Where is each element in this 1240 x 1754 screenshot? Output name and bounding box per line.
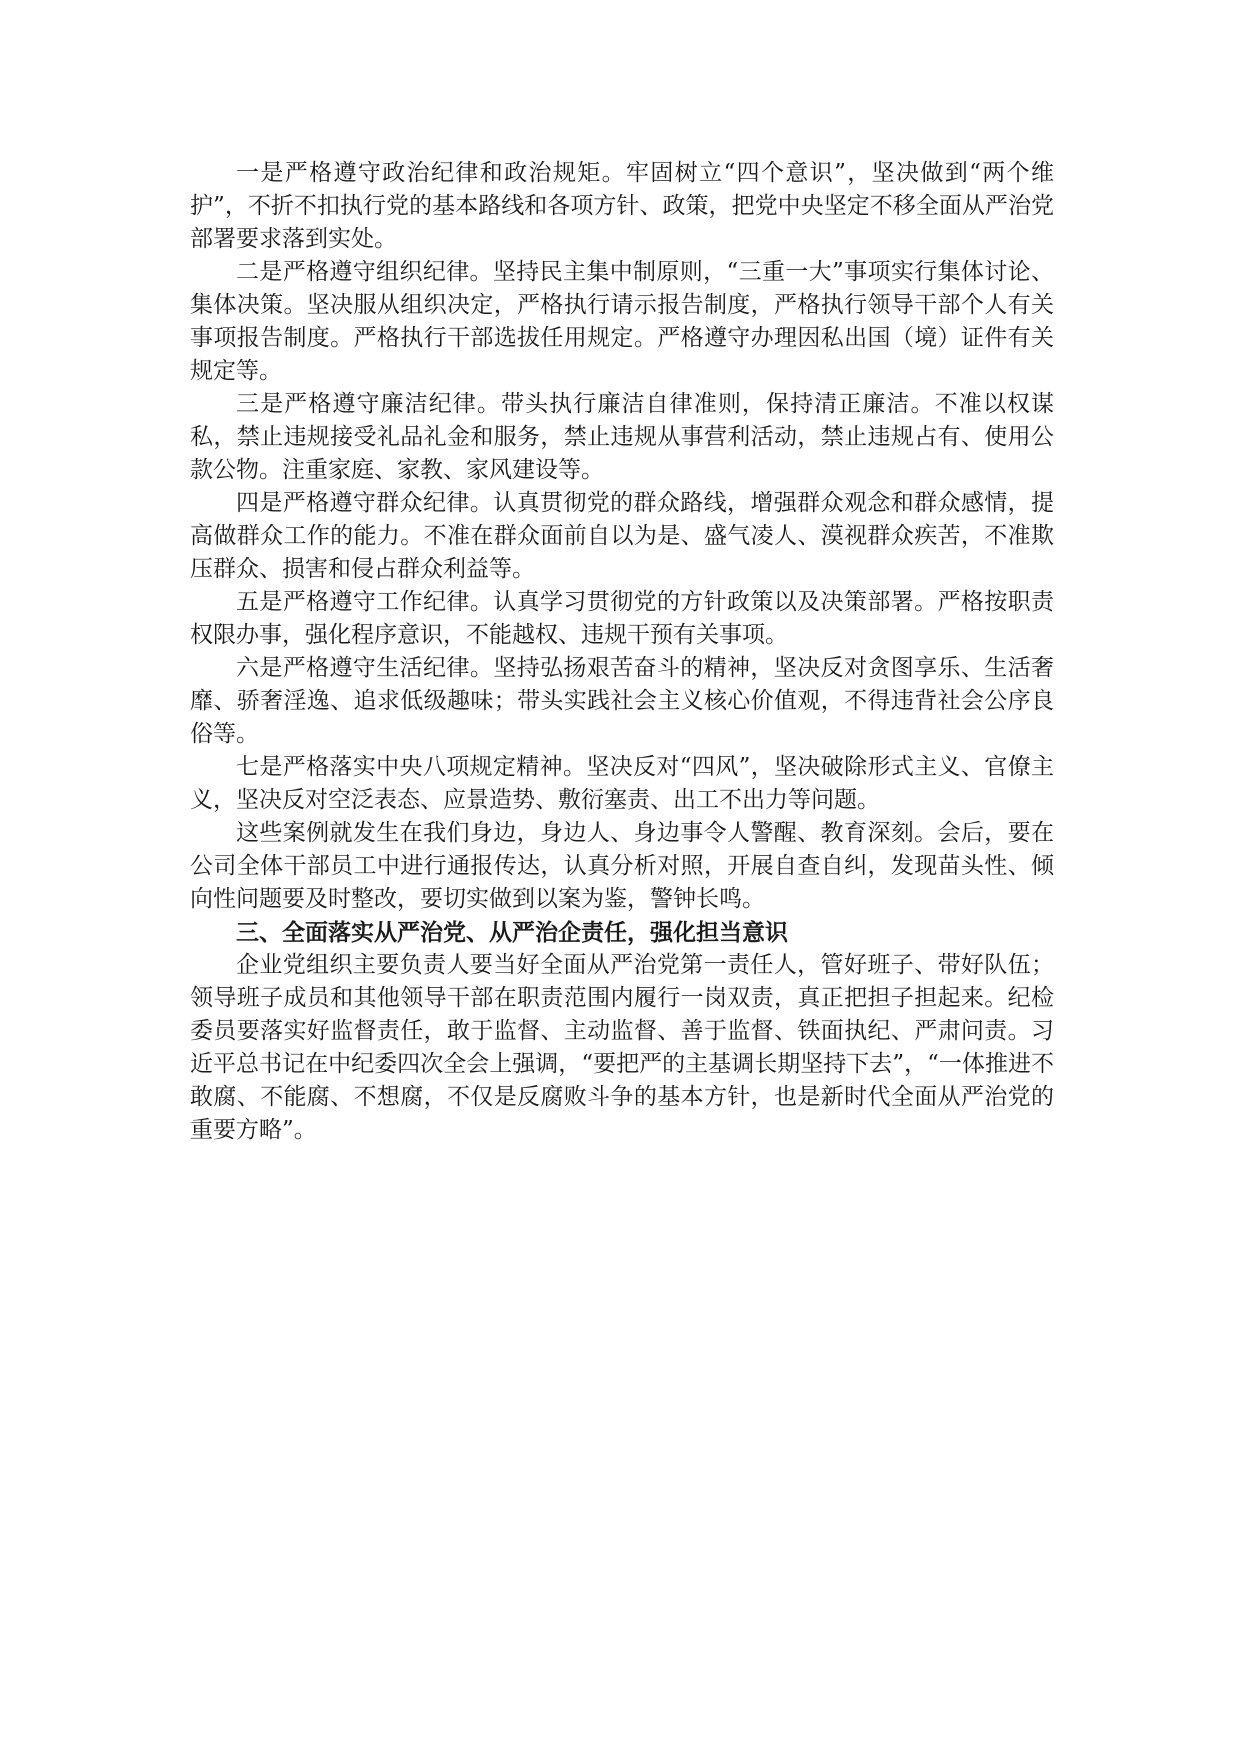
paragraph-political-discipline: 一是严格遵守政治纪律和政治规矩。牢固树立“四个意识”，坚决做到“两个维护”，不折不扣执行党的基本路线和各项方针、政策，把党中央坚定不移全面从严治党部署要求落到实处。 bbox=[190, 160, 1054, 252]
paragraph-organizational-discipline: 二是严格遵守组织纪律。坚持民主集中制原则，“三重一大”事项实行集体讨论、集体决策。坚决服从组织决定，严格执行请示报告制度，严格执行领导干部个人有关事项报告制度。严格执行干部选拔任用规定。严格遵守办理因私出国（境）证件有关规定等。 bbox=[190, 259, 1054, 384]
paragraph-life-discipline: 六是严格遵守生活纪律。坚持弘扬艰苦奋斗的精神，坚决反对贪图享乐、生活奢靡、骄奢淫逸、追求低级趣味；带头实践社会主义核心价值观，不得违背社会公序良俗等。 bbox=[190, 655, 1054, 747]
paragraph-integrity-discipline: 三是严格遵守廉洁纪律。带头执行廉洁自律准则，保持清正廉洁。不准以权谋私，禁止违规接受礼品礼金和服务，禁止违规从事营利活动，禁止违规占有、使用公款公物。注重家庭、家教、家风建设等。 bbox=[190, 391, 1054, 483]
section-heading: 三、全面落实从严治党、从严治企责任，强化担当意识 bbox=[236, 919, 788, 946]
paragraph-responsibility: 企业党组织主要负责人要当好全面从严治党第一责任人，管好班子、带好队伍；领导班子成员和其他领导干部在职责范围内履行一岗双责，真正把担子担起来。纪检委员要落实好监督责任，敢于监督、主动监督、善于监督、铁面执纪、严肃问责。习近平总书记在中纪委四次全会上强调，“要把严的主基调长期坚持下去”，“一体推进不敢腐、不能腐、不想腐，不仅是反腐败斗争的基本方针，也是新时代全面从严治党的重要方略”。 bbox=[190, 952, 1054, 1143]
paragraph-mass-discipline: 四是严格遵守群众纪律。认真贯彻党的群众路线，增强群众观念和群众感情，提高做群众工作的能力。不准在群众面前自以为是、盛气凌人、漠视群众疾苦，不准欺压群众、损害和侵占群众利益等。 bbox=[190, 490, 1054, 582]
paragraph-case-warning: 这些案例就发生在我们身边，身边人、身边事令人警醒、教育深刻。会后，要在公司全体干部员工中进行通报传达，认真分析对照，开展自查自纠，发现苗头性、倾向性问题要及时整改，要切实做到以案为鉴，警钟长鸣。 bbox=[190, 820, 1054, 912]
paragraph-work-discipline: 五是严格遵守工作纪律。认真学习贯彻党的方针政策以及决策部署。严格按职责权限办事，强化程序意识，不能越权、违规干预有关事项。 bbox=[190, 589, 1054, 648]
document-body bbox=[190, 157, 1054, 1147]
paragraph-eight-regulations: 七是严格落实中央八项规定精神。坚决反对“四风”，坚决破除形式主义、官僚主义，坚决反对空泛表态、应景造势、敷衍塞责、出工不出力等问题。 bbox=[190, 754, 1054, 813]
